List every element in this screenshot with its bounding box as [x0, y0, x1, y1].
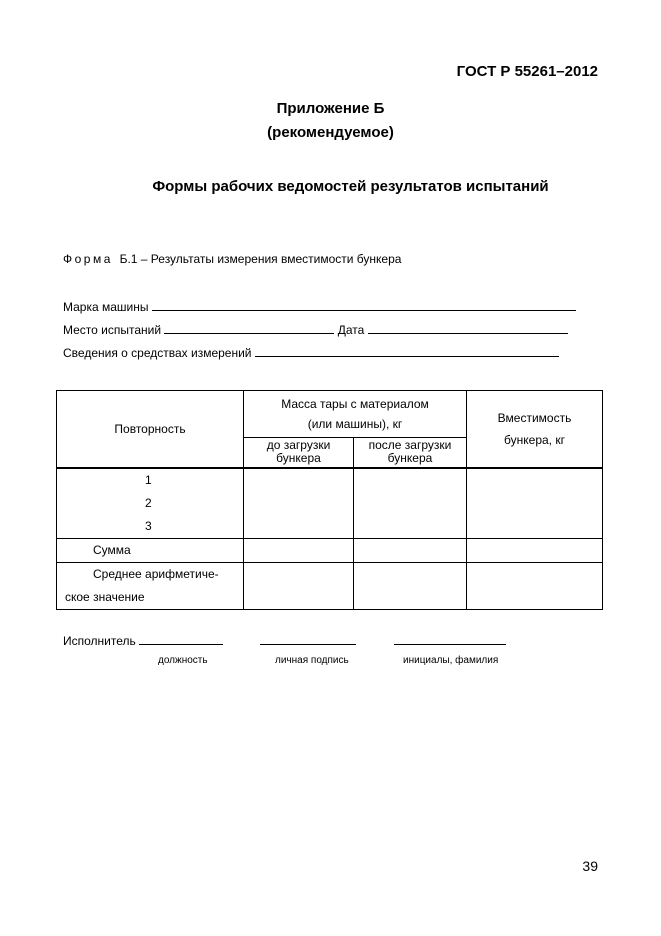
- results-table: [56, 390, 603, 610]
- machine-field: [63, 298, 576, 314]
- place-blank[interactable]: [164, 321, 334, 334]
- instruments-field: [63, 344, 559, 360]
- repeat-2: 2: [145, 495, 152, 510]
- date-blank[interactable]: [368, 321, 568, 334]
- name-blank[interactable]: [394, 632, 506, 645]
- position-caption: должность: [158, 655, 208, 666]
- cell-before-sum[interactable]: [244, 538, 354, 562]
- repeat-numbers: [57, 468, 244, 539]
- place-date-field: [63, 321, 568, 337]
- form-prefix: Форма: [63, 252, 113, 266]
- appendix-status: (рекомендуемое): [267, 124, 394, 141]
- header-repeat: Повторность: [57, 391, 244, 468]
- place-label: Место испытаний: [63, 323, 162, 337]
- cell-capacity-repeats[interactable]: [467, 468, 603, 539]
- cell-after-mean[interactable]: [354, 562, 467, 609]
- sum-label: Сумма: [57, 538, 244, 562]
- signature-line: [63, 632, 506, 648]
- mean-label: Среднее арифметиче- ское значение: [57, 562, 244, 609]
- repeat-1: 1: [145, 472, 152, 487]
- appendix-heading: Формы рабочих ведомостей результатов испытаний: [152, 178, 549, 195]
- performer-label: Исполнитель: [63, 634, 136, 648]
- form-caption-text: Б.1 – Результаты измерения вместимости бункера: [119, 252, 402, 266]
- date-label: Дата: [337, 323, 365, 337]
- form-caption: [63, 252, 401, 266]
- instruments-blank[interactable]: [255, 344, 559, 357]
- cell-capacity-sum[interactable]: [467, 538, 603, 562]
- document-code: ГОСТ Р 55261–2012: [456, 63, 598, 80]
- header-mass: Масса тары с материалом (или машины), кг: [244, 391, 467, 438]
- cell-after-sum[interactable]: [354, 538, 467, 562]
- name-caption: инициалы, фамилия: [403, 655, 499, 666]
- cell-after-repeats[interactable]: [354, 468, 467, 539]
- machine-label: Марка машины: [63, 300, 149, 314]
- signature-caption: личная подпись: [275, 655, 349, 666]
- header-before-loading: до загрузки бункера: [244, 438, 354, 468]
- cell-before-repeats[interactable]: [244, 468, 354, 539]
- position-blank[interactable]: [139, 632, 223, 645]
- instruments-label: Сведения о средствах измерений: [63, 346, 252, 360]
- repeat-3: 3: [145, 518, 152, 533]
- header-capacity: Вместимость бункера, кг: [467, 391, 603, 468]
- page-number: 39: [582, 858, 598, 874]
- cell-before-mean[interactable]: [244, 562, 354, 609]
- cell-capacity-mean[interactable]: [467, 562, 603, 609]
- appendix-title: Приложение Б: [276, 100, 385, 117]
- machine-blank[interactable]: [152, 298, 576, 311]
- header-after-loading: после загрузки бункера: [354, 438, 467, 468]
- signature-blank[interactable]: [260, 632, 356, 645]
